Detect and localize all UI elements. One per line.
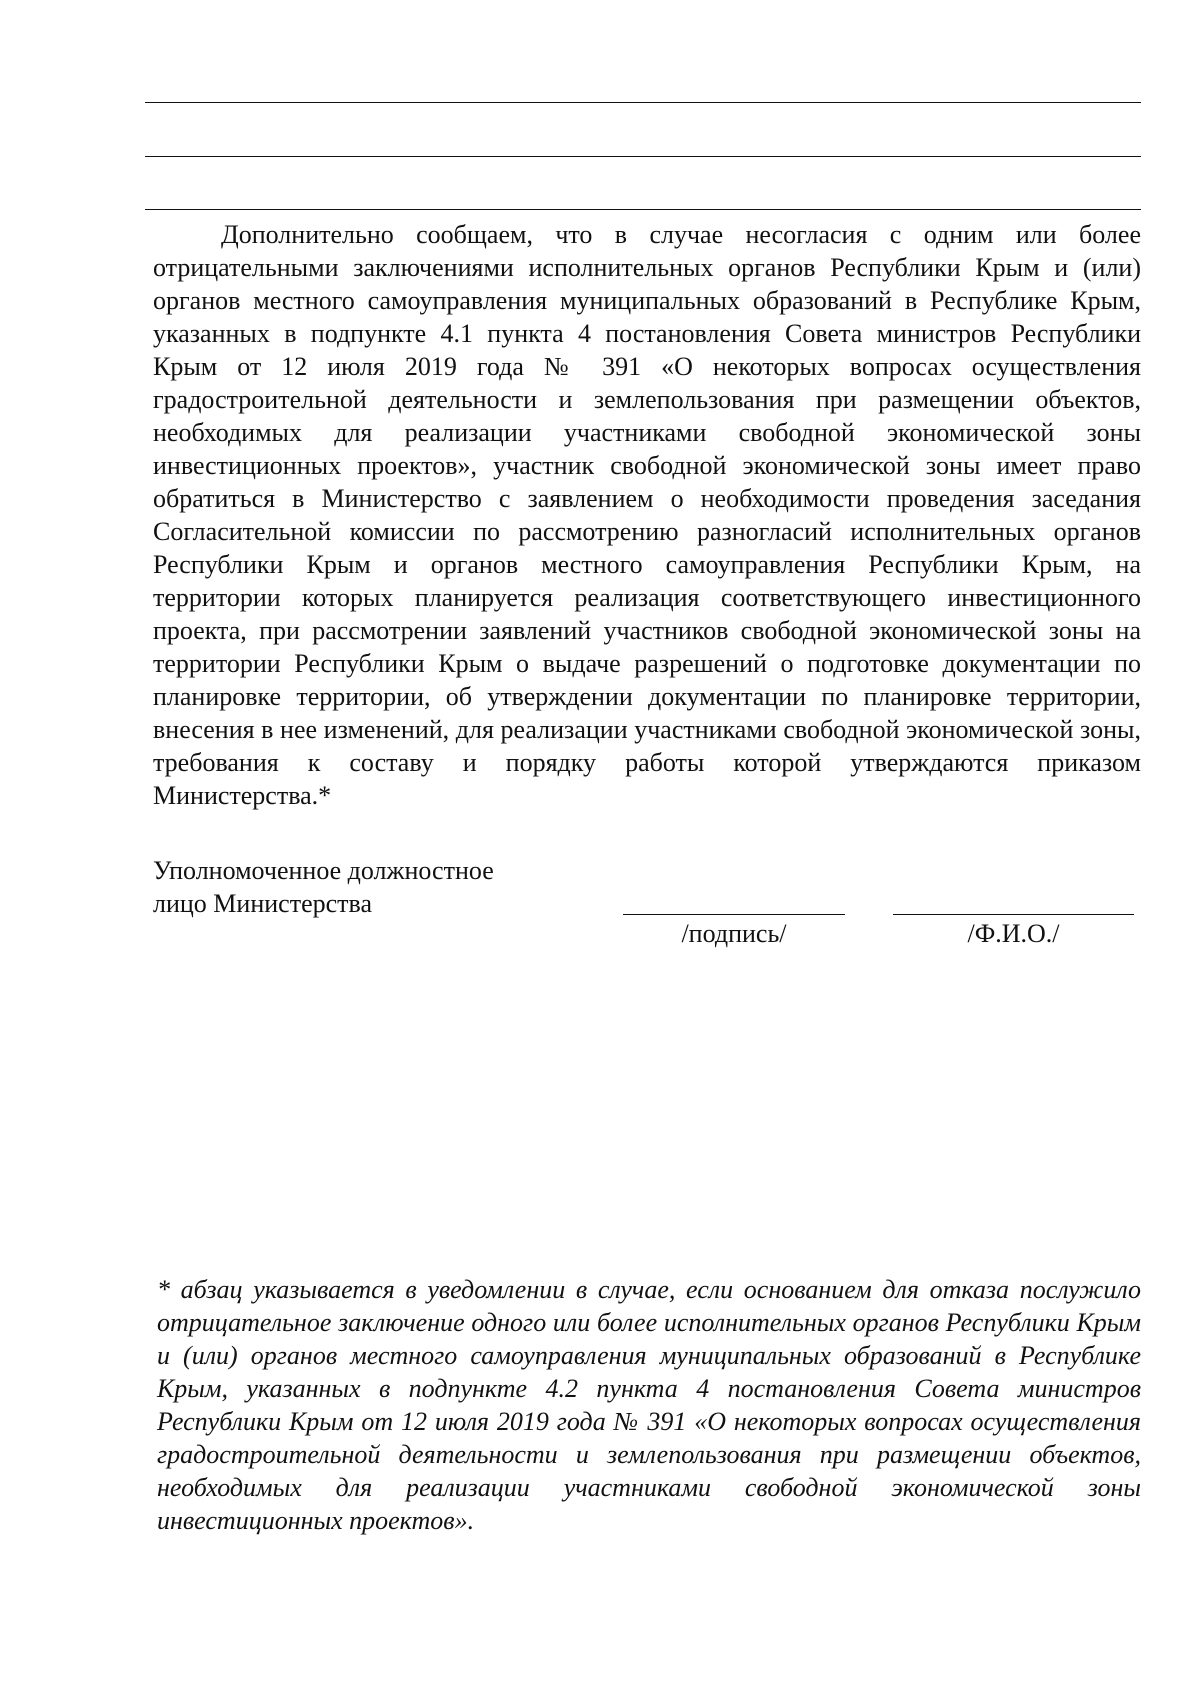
name-caption: /Ф.И.О./ [967,919,1060,948]
blank-fill-line [145,102,1141,103]
footnote: * абзац указывается в уведомлении в случае, если основанием для отказа послужило отрицательное заключение одного или более исполнительных органов Республики Крым и (или) органов местного самоуправления муниципальных образований в Республике Крым, указанных в подпункте 4.2 пункта 4 постановления Совета министров Республики Крым от 12 июля 2019 года № 391 «О некоторых вопросах осуществления градостроительной деятельности и землепользования при размещении объектов, необходимых для реализации участниками свободной экономической зоны инвестиционных проектов». [157,1275,1141,1535]
blank-fill-line [145,156,1141,157]
signer-position [153,854,613,920]
body-paragraph: Дополнительно сообщаем, что в случае несогласия с одним или более отрицательными заключениями исполнительных органов Республики Крым и (или) органов местного самоуправления муниципальных образований в Республике Крым, указанных в подпункте 4.1 пункта 4 постановления Совета министров Республики Крым от 12 июля 2019 года № 391 «О некоторых вопросах осуществления градостроительной деятельности и землепользования при размещении объектов, необходимых для реализации участниками свободной экономической зоны инвестиционных проектов», участник свободной экономической зоны имеет право обратиться в Министерство с заявлением о необходимости проведения заседания Согласительной комиссии по рассмотрению разногласий исполнительных органов Республики Крым и органов местного самоуправления Республики Крым, на территории которых планируется реализация соответствующего инвестиционного проекта, при рассмотрении заявлений участников свободной экономической зоны на территории Республики Крым о выдаче разрешений о подготовке документации по планировке территории, об утверждении документации по планировке территории, внесения в нее изменений, для реализации участниками свободной экономической зоны, требования к составу и порядку работы которой утверждаются приказом Министерства.* [153,220,1141,810]
signature-caption: /подпись/ [681,919,787,948]
blank-fill-line [145,209,1141,210]
signature-line [623,914,845,915]
name-line [893,914,1134,915]
signer-position-line: лицо Министерства [153,889,372,918]
signer-position-line: Уполномоченное должностное [153,856,494,885]
